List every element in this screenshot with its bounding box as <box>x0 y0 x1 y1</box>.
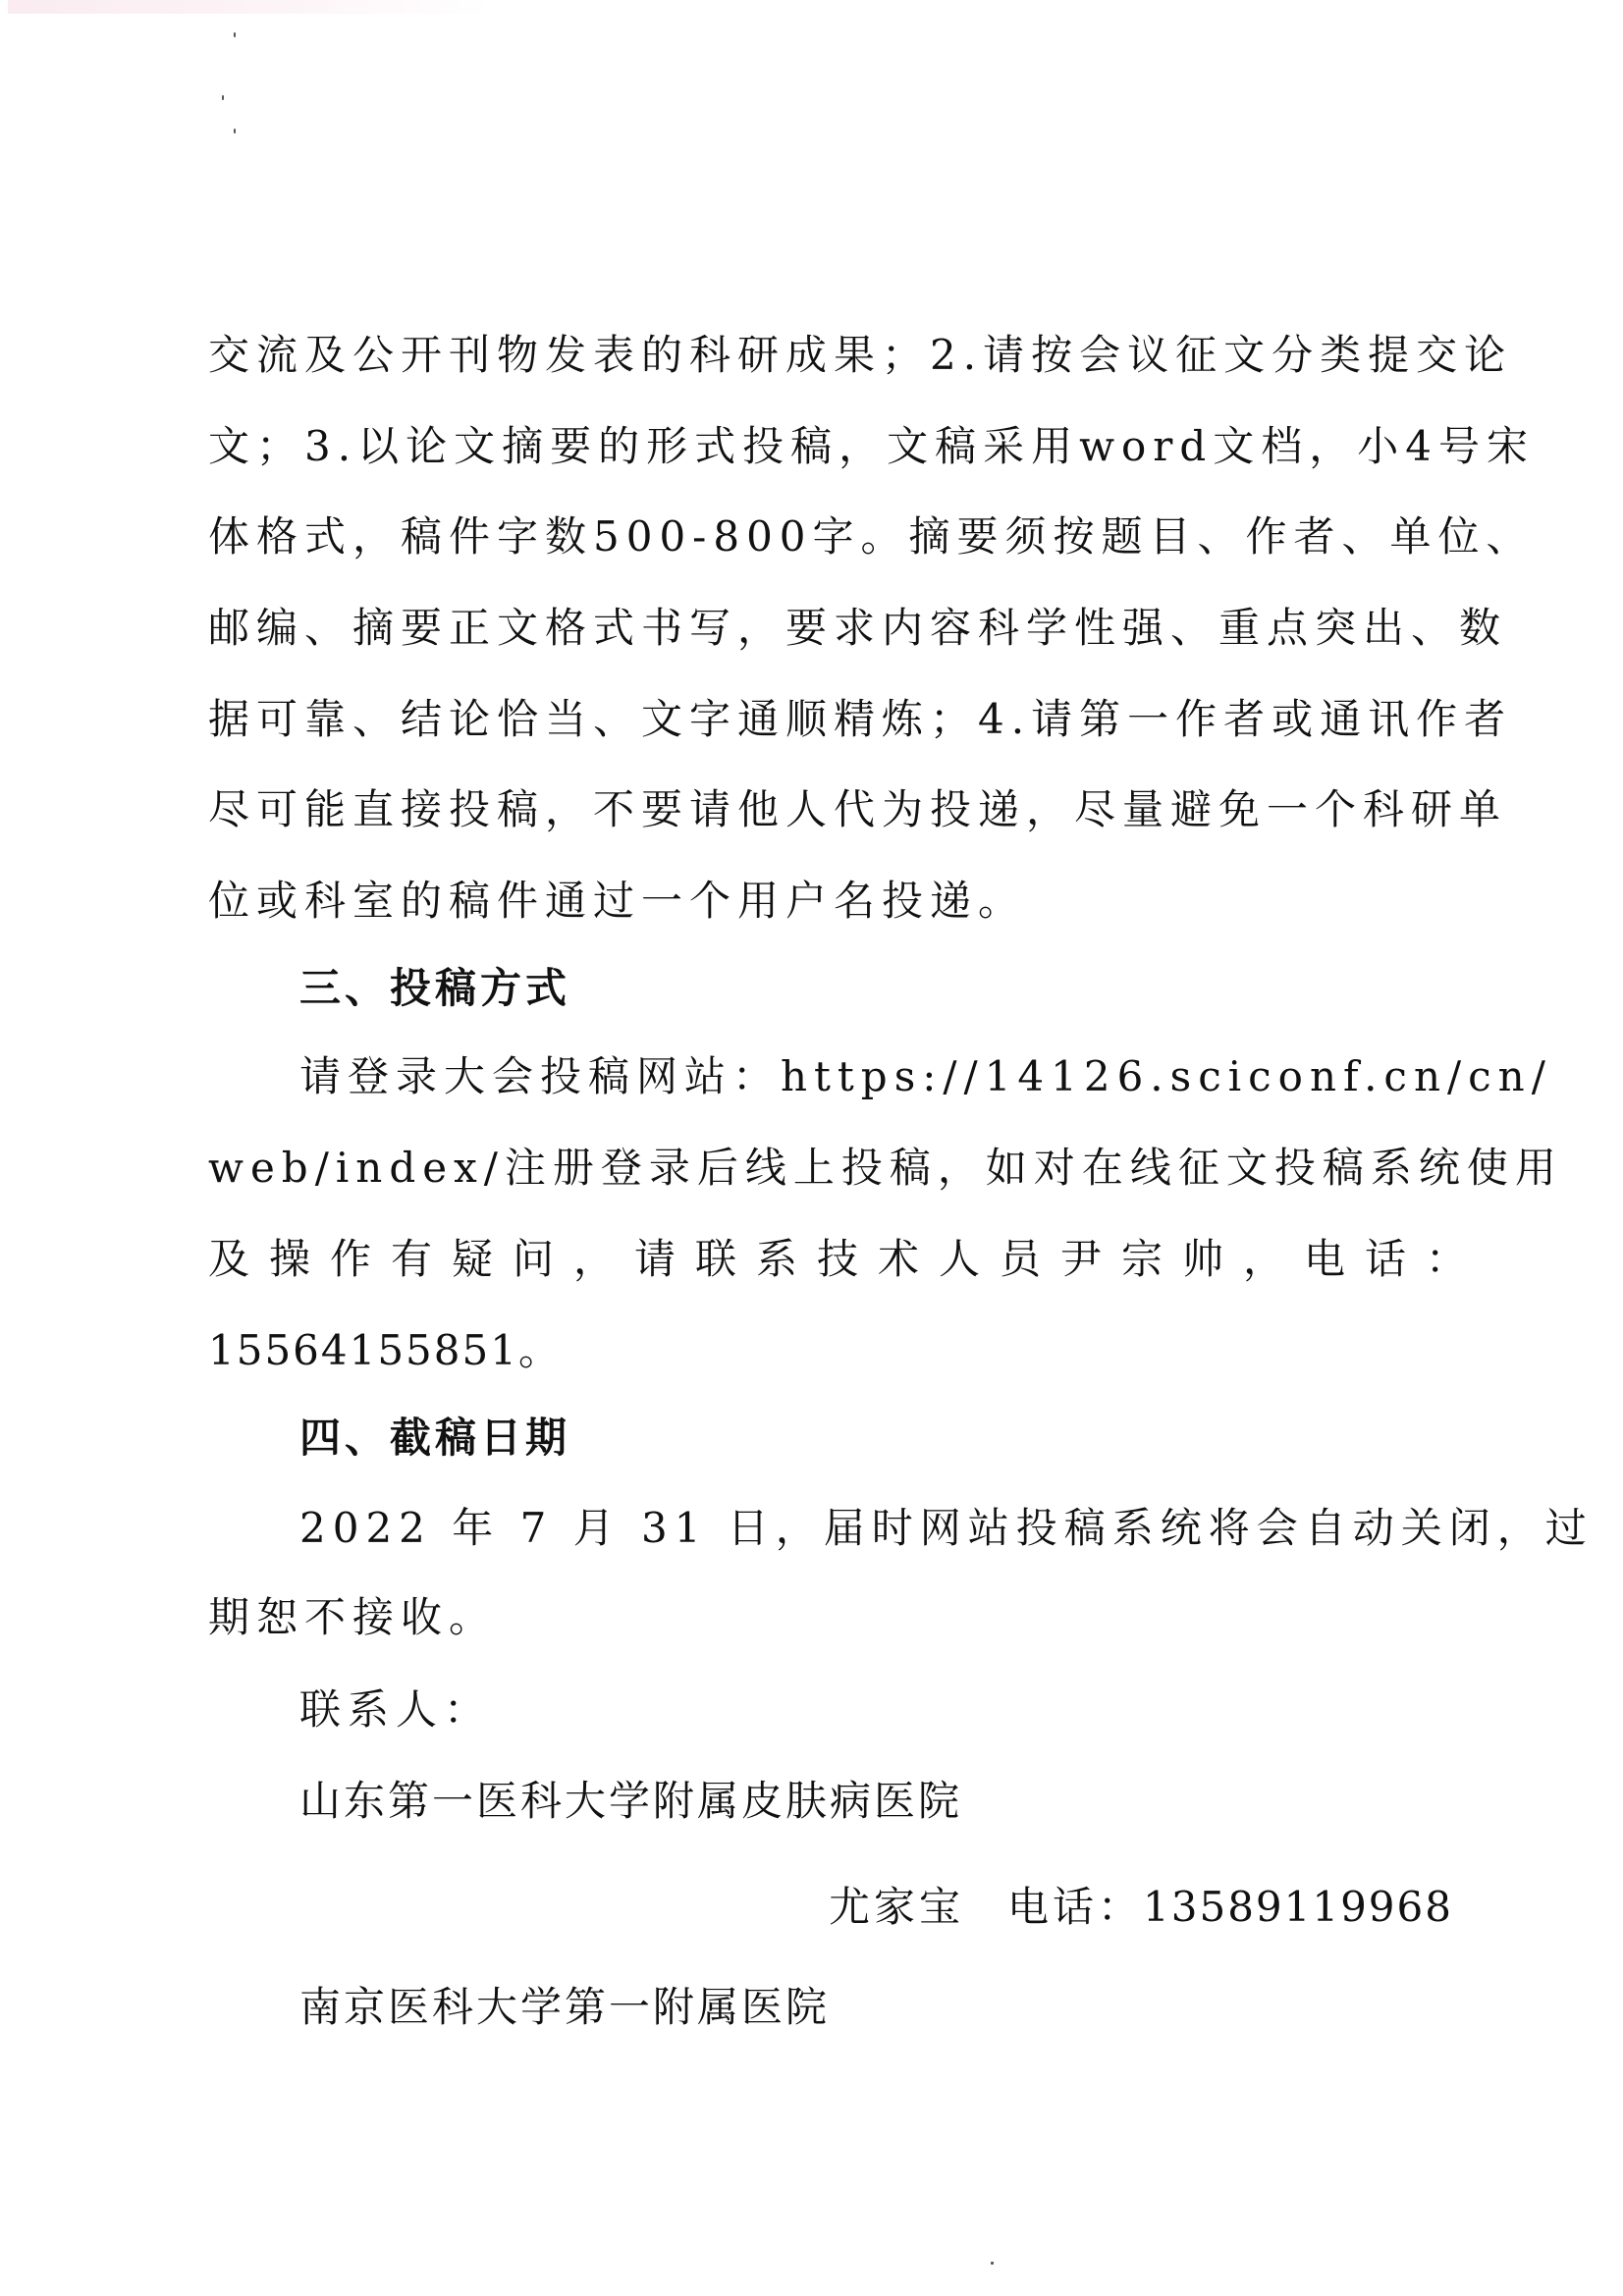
text-line: 及操作有疑问，请联系技术人员尹宗帅，电话： <box>208 1235 1488 1283</box>
contact-phone: 13589119968 <box>1143 1883 1453 1931</box>
scan-speck <box>234 129 236 133</box>
text-line: web/index/注册登录后线上投稿，如对在线征文投稿系统使用 <box>208 1144 1563 1192</box>
text-line: 交流及公开刊物发表的科研成果；2.请按会议征文分类提交论 <box>208 331 1513 379</box>
scan-speck <box>234 32 236 37</box>
text-line: 文；3.以论文摘要的形式投稿，文稿采用word文档，小4号宋 <box>208 422 1535 470</box>
contact-phone-label: 电话： <box>1007 1883 1144 1931</box>
scan-artifact <box>8 0 489 14</box>
text-line: 据可靠、结论恰当、文字通顺精炼；4.请第一作者或通讯作者 <box>208 695 1513 743</box>
scan-speck <box>991 2262 994 2265</box>
contact-person-1 <box>829 1878 1453 1937</box>
contact-org-1: 山东第一医科大学附属皮肤病医院 <box>299 1777 963 1825</box>
contact-name: 尤家宝 <box>829 1883 965 1931</box>
text-line: 位或科室的稿件通过一个用户名投递。 <box>208 877 1027 925</box>
submission-url-line: 请登录大会投稿网站：https://14126.sciconf.cn/cn/ <box>299 1052 1552 1100</box>
tech-phone-line: 15564155851。 <box>208 1326 562 1374</box>
text-line: 尽可能直接投稿，不要请他人代为投递，尽量避免一个科研单 <box>208 785 1508 833</box>
text-line: 体格式，稿件字数500-800字。摘要须按题目、作者、单位、 <box>208 512 1535 561</box>
text-line: 期恕不接收。 <box>208 1593 498 1641</box>
deadline-line: 2022 年 7 月 31 日，届时网站投稿系统将会自动关闭，过 <box>299 1504 1594 1552</box>
section-heading: 三、投稿方式 <box>299 964 571 1012</box>
text-line: 邮编、摘要正文格式书写，要求内容科学性强、重点突出、数 <box>208 604 1508 652</box>
contact-org-2: 南京医科大学第一附属医院 <box>299 1983 831 2031</box>
contacts-label: 联系人： <box>299 1685 493 1734</box>
scan-speck <box>222 95 224 100</box>
section-heading: 四、截稿日期 <box>299 1414 571 1462</box>
